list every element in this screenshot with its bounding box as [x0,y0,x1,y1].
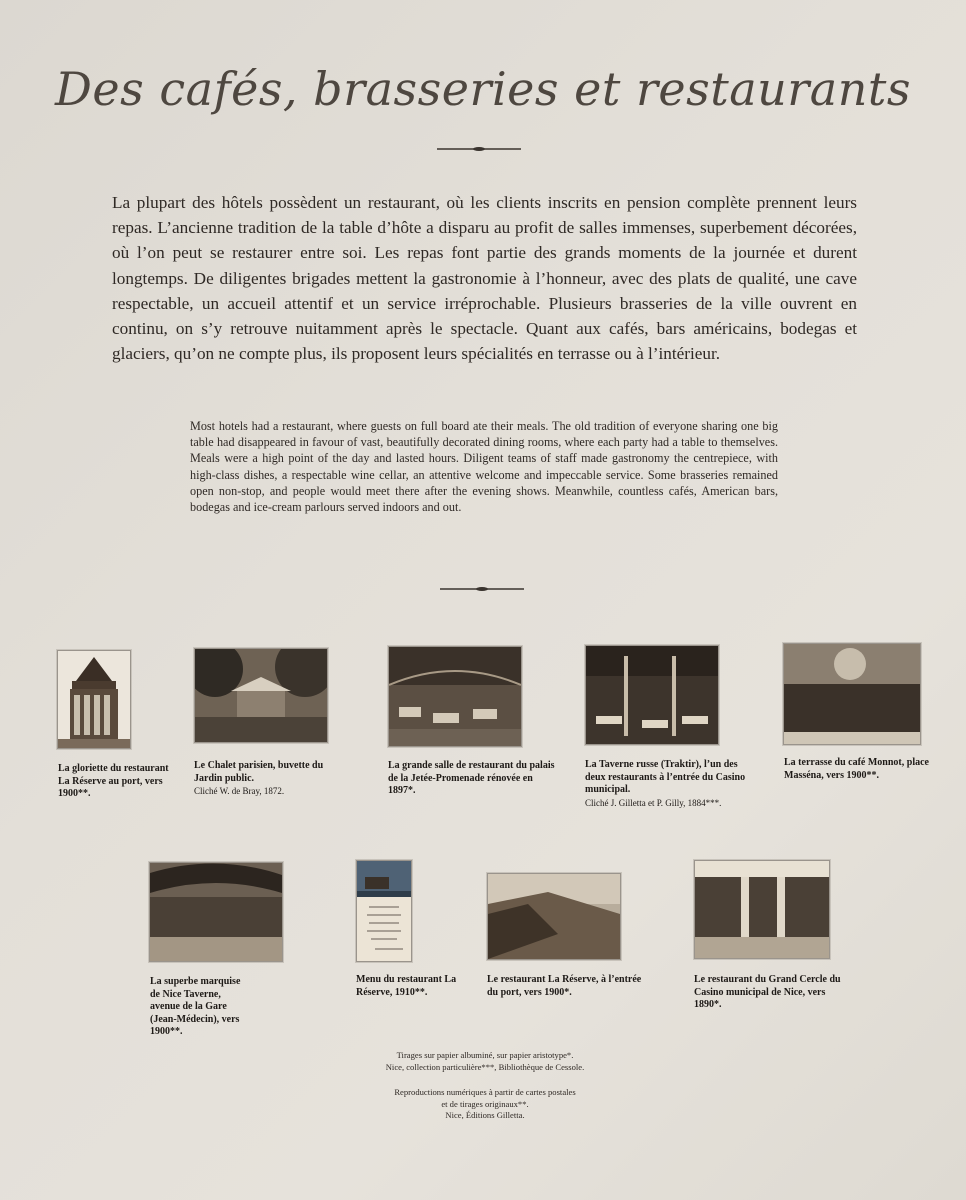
caption-nice-taverne: La superbe marquise de Nice Taverne, avenue de la Gare (Jean-Médecin), vers 1900**. [150,976,241,1037]
caption-menu-la-reserve: Menu du restaurant La Réserve, 1910**. [356,974,457,998]
photo-chalet-parisien [194,648,328,743]
note-line-4: et de tirages originaux**. [441,1098,529,1109]
caption-chalet-parisien: Le Chalet parisien, buvette du Jardin public. Cliché W. de Bray, 1872. [194,760,334,798]
paragraph-english: Most hotels had a restaurant, where guests on full board ate their meals. The old tradition of everyone sharing one big table had disappeared in favour of vast, beautifully decorated dining rooms, where each party had a table to themselves. Meals were a high point of the day and lasted hours. Diligent teams of staff made gastronomy the centrepiece, with high-class dishes, a respectable wine cellar, an attentive welcome and impeccable service. Some brasseries remained open non-stop, and people would meet there after the evening shows. Meanwhile, countless cafés, American bars, bodegas and ice-cream parlours served indoors and out. [190,419,778,515]
ornament-divider-top [437,145,521,153]
note-line-1: Tirages sur papier albuminé, sur papier aristotype*. [396,1050,574,1060]
caption-gloriette: La gloriette du restaurant La Réserve au port, vers 1900**. [58,763,169,799]
caption-jetee-promenade: La grande salle de restaurant du palais de la Jetée-Promenade rénovée en 1897*. [388,760,555,796]
ornament-divider-middle [440,585,524,593]
credit-taverne-russe: Cliché J. Gilletta et P. Gilly, 1884***. [585,797,722,808]
credit-chalet-parisien: Cliché W. de Bray, 1872. [194,786,285,796]
photo-jetee-promenade [388,646,522,747]
paragraph-french: La plupart des hôtels possèdent un restaurant, où les clients inscrits en pension complète prennent leurs repas. L’ancienne tradition de la table d’hôte a disparu au profit de salles immenses, superbement décorées, où l’on peut se restaurer entre soi. Les repas font partie des grands moments de la journée et durent longtemps. De diligentes brigades mettent la gastronomie à l’honneur, avec des plats de qualité, une cave respectable, un accueil attentif et un service irréprochable. Plusieurs brasseries de la ville ouvrent en continu, on s’y retrouve nuitamment après le spectacle. Quant aux cafés, bars américains, bodegas et glaciers, qu’on ne compte plus, ils proposent leurs spécialités en terrasse ou à l’intérieur. [112,193,857,364]
caption-taverne-russe: La Taverne russe (Traktir), l’un des deux restaurants à l’entrée du Casino municipal. Cliché J. Gilletta et P. Gilly, 1884***. [585,759,750,809]
note-line-5: Nice, Éditions Gilletta. [445,1110,525,1120]
photo-la-reserve-port [487,873,621,960]
photo-nice-taverne [149,862,283,962]
caption-cafe-monnot: La terrasse du café Monnot, place Masséna, vers 1900**. [784,757,929,781]
caption-grand-cercle: Le restaurant du Grand Cercle du Casino municipal de Nice, vers 1890*. [694,974,841,1010]
photo-grand-cercle [694,860,830,959]
photo-menu-la-reserve [356,860,412,962]
note-line-3: Reproductions numériques à partir de cartes postales [394,1087,576,1097]
photo-cafe-monnot [783,643,921,745]
caption-la-reserve-port: Le restaurant La Réserve, à l’entrée du port, vers 1900*. [487,974,642,998]
photo-taverne-russe [585,645,719,745]
photo-gloriette [57,650,131,749]
credits-note [320,1050,650,1122]
note-line-2: Nice, collection particulière***, Bibliothèque de Cessole. [385,1061,585,1072]
page-title: Des cafés, brasseries et restaurants [55,62,911,116]
